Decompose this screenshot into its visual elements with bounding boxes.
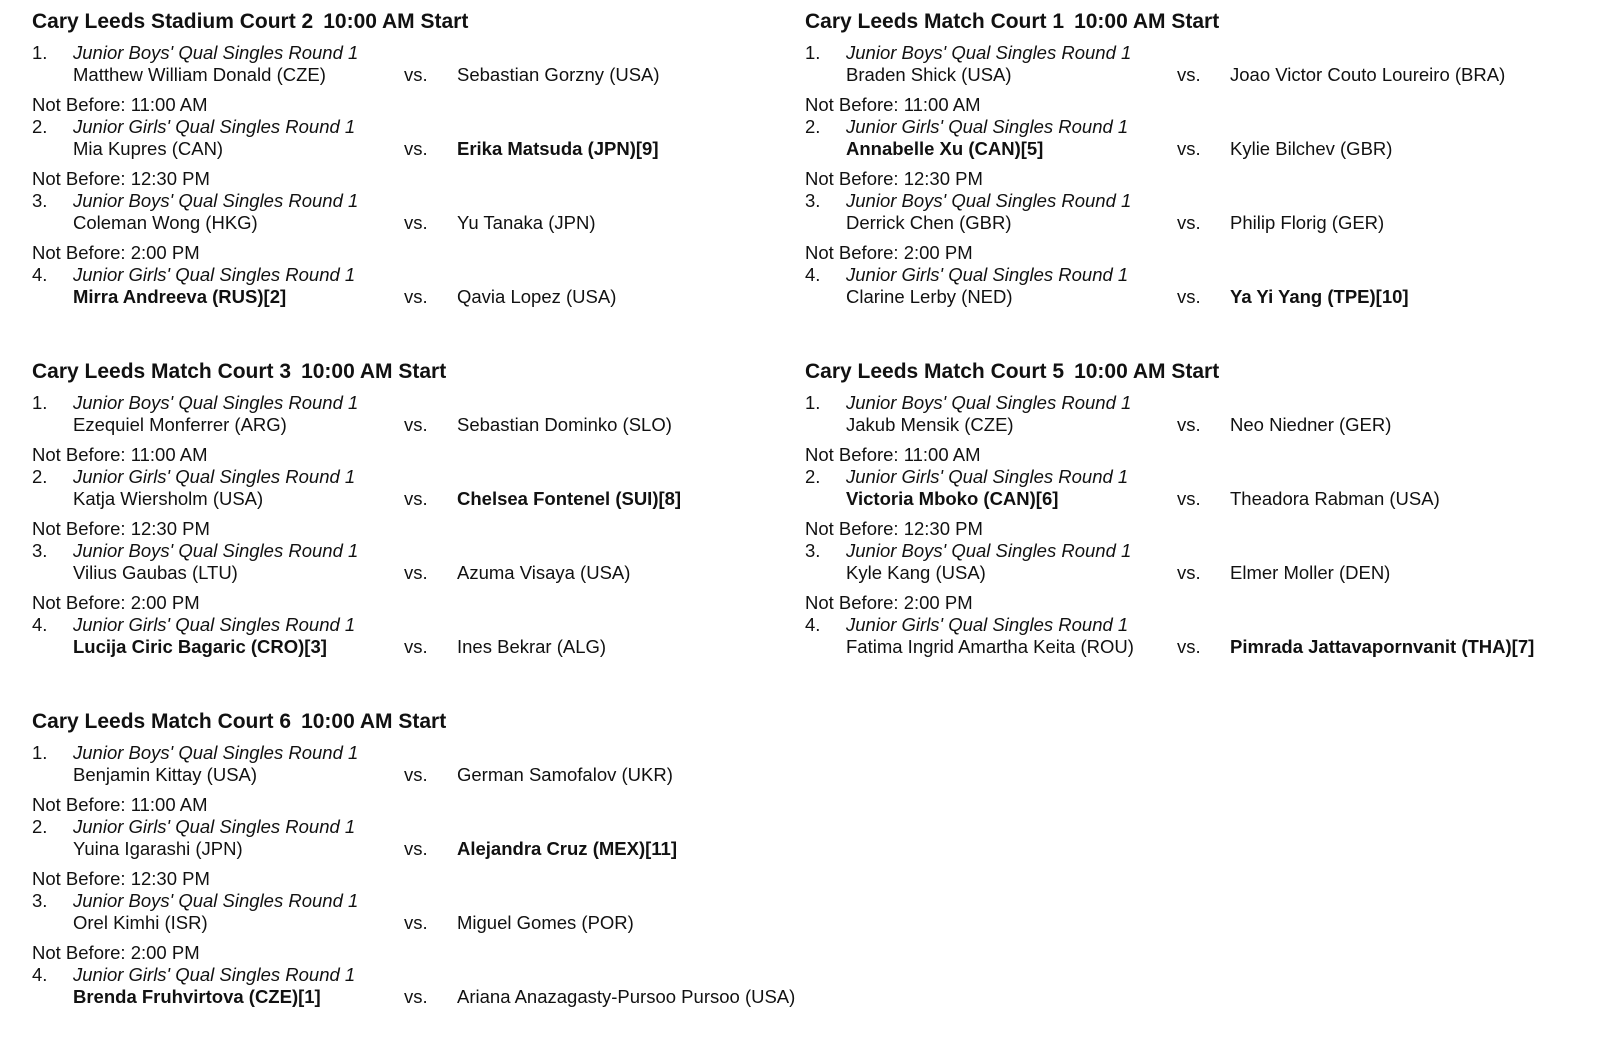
not-before-time: Not Before: 12:30 PM xyxy=(32,518,210,539)
match-number: 3. xyxy=(32,890,48,911)
court-start-time: 10:00 AM Start xyxy=(1074,10,1220,33)
event-name: Junior Boys' Qual Singles Round 1 xyxy=(73,890,359,911)
court-block xyxy=(32,9,792,341)
event-name: Junior Boys' Qual Singles Round 1 xyxy=(846,540,1132,561)
court-name: Cary Leeds Match Court 1 xyxy=(805,10,1065,33)
match-number: 1. xyxy=(805,392,821,413)
match-number: 2. xyxy=(805,466,821,487)
not-before-time: Not Before: 2:00 PM xyxy=(32,242,200,263)
event-name: Junior Girls' Qual Singles Round 1 xyxy=(73,466,356,487)
not-before-time: Not Before: 2:00 PM xyxy=(805,242,973,263)
player-two: Miguel Gomes (POR) xyxy=(457,912,634,933)
versus-label: vs. xyxy=(404,286,428,307)
player-one: Victoria Mboko (CAN)[6] xyxy=(846,488,1059,509)
player-two: Sebastian Dominko (SLO) xyxy=(457,414,672,435)
versus-label: vs. xyxy=(1177,286,1201,307)
not-before-time: Not Before: 2:00 PM xyxy=(32,942,200,963)
event-name: Junior Girls' Qual Singles Round 1 xyxy=(73,964,356,985)
match-number: 4. xyxy=(805,614,821,635)
match-number: 2. xyxy=(805,116,821,137)
court-title xyxy=(32,709,792,735)
player-two: Ines Bekrar (ALG) xyxy=(457,636,607,657)
versus-label: vs. xyxy=(404,414,428,435)
player-one: Ezequiel Monferrer (ARG) xyxy=(73,414,287,435)
court-name: Cary Leeds Match Court 3 xyxy=(32,360,292,383)
versus-label: vs. xyxy=(404,212,428,233)
match-number: 4. xyxy=(32,614,48,635)
match-number: 4. xyxy=(805,264,821,285)
court-block xyxy=(32,359,792,691)
event-name: Junior Girls' Qual Singles Round 1 xyxy=(846,116,1129,137)
player-two: German Samofalov (UKR) xyxy=(457,764,673,785)
event-name: Junior Boys' Qual Singles Round 1 xyxy=(73,42,359,63)
court-block xyxy=(805,359,1565,691)
versus-label: vs. xyxy=(404,986,428,1007)
match-entry xyxy=(805,242,1565,341)
versus-label: vs. xyxy=(404,636,428,657)
player-one: Orel Kimhi (ISR) xyxy=(73,912,208,933)
versus-label: vs. xyxy=(404,764,428,785)
player-two: Sebastian Gorzny (USA) xyxy=(457,64,660,85)
player-two: Joao Victor Couto Loureiro (BRA) xyxy=(1230,64,1506,85)
player-one: Annabelle Xu (CAN)[5] xyxy=(846,138,1044,159)
not-before-time: Not Before: 11:00 AM xyxy=(32,794,208,815)
event-name: Junior Girls' Qual Singles Round 1 xyxy=(73,116,356,137)
court-name: Cary Leeds Match Court 5 xyxy=(805,360,1065,383)
player-one: Mia Kupres (CAN) xyxy=(73,138,224,159)
court-title xyxy=(805,359,1565,385)
event-name: Junior Girls' Qual Singles Round 1 xyxy=(73,614,356,635)
event-name: Junior Boys' Qual Singles Round 1 xyxy=(846,190,1132,211)
match-number: 3. xyxy=(805,190,821,211)
court-block xyxy=(32,709,796,1041)
player-two: Philip Florig (GER) xyxy=(1230,212,1385,233)
event-name: Junior Girls' Qual Singles Round 1 xyxy=(846,466,1129,487)
court-title xyxy=(32,359,792,385)
player-two: Alejandra Cruz (MEX)[11] xyxy=(457,838,677,859)
versus-label: vs. xyxy=(404,562,428,583)
versus-label: vs. xyxy=(404,912,428,933)
versus-label: vs. xyxy=(404,138,428,159)
player-one: Jakub Mensik (CZE) xyxy=(846,414,1014,435)
match-number: 2. xyxy=(32,116,48,137)
versus-label: vs. xyxy=(1177,562,1201,583)
court-start-time: 10:00 AM Start xyxy=(1074,360,1220,383)
versus-label: vs. xyxy=(1177,138,1201,159)
match-number: 4. xyxy=(32,964,48,985)
player-two: Azuma Visaya (USA) xyxy=(457,562,631,583)
versus-label: vs. xyxy=(1177,212,1201,233)
player-one: Fatima Ingrid Amartha Keita (ROU) xyxy=(846,636,1134,657)
not-before-time: Not Before: 11:00 AM xyxy=(32,94,208,115)
event-name: Junior Boys' Qual Singles Round 1 xyxy=(73,742,359,763)
match-number: 1. xyxy=(32,392,48,413)
versus-label: vs. xyxy=(404,488,428,509)
not-before-time: Not Before: 12:30 PM xyxy=(32,868,210,889)
court-start-time: 10:00 AM Start xyxy=(323,10,469,33)
event-name: Junior Boys' Qual Singles Round 1 xyxy=(73,540,359,561)
match-number: 1. xyxy=(32,742,48,763)
not-before-time: Not Before: 12:30 PM xyxy=(32,168,210,189)
versus-label: vs. xyxy=(1177,488,1201,509)
player-two: Pimrada Jattavapornvanit (THA)[7] xyxy=(1230,636,1535,657)
not-before-time: Not Before: 12:30 PM xyxy=(805,168,983,189)
player-one: Mirra Andreeva (RUS)[2] xyxy=(73,286,287,307)
event-name: Junior Girls' Qual Singles Round 1 xyxy=(73,264,356,285)
player-one: Lucija Ciric Bagaric (CRO)[3] xyxy=(73,636,327,657)
event-name: Junior Girls' Qual Singles Round 1 xyxy=(73,816,356,837)
match-entry xyxy=(32,942,796,1041)
versus-label: vs. xyxy=(404,64,428,85)
match-number: 2. xyxy=(32,466,48,487)
court-name: Cary Leeds Match Court 6 xyxy=(32,710,292,733)
player-one: Braden Shick (USA) xyxy=(846,64,1012,85)
not-before-time: Not Before: 2:00 PM xyxy=(805,592,973,613)
match-entry xyxy=(32,242,792,341)
not-before-time: Not Before: 12:30 PM xyxy=(805,518,983,539)
player-two: Kylie Bilchev (GBR) xyxy=(1230,138,1393,159)
court-start-time: 10:00 AM Start xyxy=(301,710,447,733)
event-name: Junior Boys' Qual Singles Round 1 xyxy=(846,392,1132,413)
player-two: Erika Matsuda (JPN)[9] xyxy=(457,138,659,159)
event-name: Junior Boys' Qual Singles Round 1 xyxy=(846,42,1132,63)
player-one: Katja Wiersholm (USA) xyxy=(73,488,264,509)
court-name: Cary Leeds Stadium Court 2 xyxy=(32,10,314,33)
player-one: Yuina Igarashi (JPN) xyxy=(73,838,243,859)
versus-label: vs. xyxy=(1177,636,1201,657)
player-one: Benjamin Kittay (USA) xyxy=(73,764,258,785)
match-number: 4. xyxy=(32,264,48,285)
event-name: Junior Boys' Qual Singles Round 1 xyxy=(73,392,359,413)
match-entry xyxy=(32,592,792,691)
event-name: Junior Girls' Qual Singles Round 1 xyxy=(846,264,1129,285)
player-two: Yu Tanaka (JPN) xyxy=(457,212,596,233)
event-name: Junior Girls' Qual Singles Round 1 xyxy=(846,614,1129,635)
match-entry xyxy=(805,592,1565,691)
not-before-time: Not Before: 11:00 AM xyxy=(805,94,981,115)
player-two: Chelsea Fontenel (SUI)[8] xyxy=(457,488,682,509)
not-before-time: Not Before: 11:00 AM xyxy=(805,444,981,465)
court-block xyxy=(805,9,1565,341)
player-two: Theadora Rabman (USA) xyxy=(1230,488,1440,509)
match-number: 3. xyxy=(805,540,821,561)
match-number: 1. xyxy=(805,42,821,63)
match-number: 3. xyxy=(32,190,48,211)
not-before-time: Not Before: 11:00 AM xyxy=(32,444,208,465)
player-one: Matthew William Donald (CZE) xyxy=(73,64,326,85)
not-before-time: Not Before: 2:00 PM xyxy=(32,592,200,613)
player-one: Coleman Wong (HKG) xyxy=(73,212,258,233)
event-name: Junior Boys' Qual Singles Round 1 xyxy=(73,190,359,211)
versus-label: vs. xyxy=(1177,64,1201,85)
player-two: Ya Yi Yang (TPE)[10] xyxy=(1230,286,1409,307)
match-number: 3. xyxy=(32,540,48,561)
versus-label: vs. xyxy=(404,838,428,859)
match-number: 2. xyxy=(32,816,48,837)
player-one: Brenda Fruhvirtova (CZE)[1] xyxy=(73,986,321,1007)
player-two: Elmer Moller (DEN) xyxy=(1230,562,1391,583)
court-start-time: 10:00 AM Start xyxy=(301,360,447,383)
court-title xyxy=(805,9,1565,35)
court-title xyxy=(32,9,792,35)
player-two: Qavia Lopez (USA) xyxy=(457,286,617,307)
player-one: Derrick Chen (GBR) xyxy=(846,212,1012,233)
match-number: 1. xyxy=(32,42,48,63)
player-one: Clarine Lerby (NED) xyxy=(846,286,1013,307)
player-two: Ariana Anazagasty-Pursoo Pursoo (USA) xyxy=(457,986,796,1007)
player-two: Neo Niedner (GER) xyxy=(1230,414,1392,435)
player-one: Vilius Gaubas (LTU) xyxy=(73,562,238,583)
player-one: Kyle Kang (USA) xyxy=(846,562,986,583)
versus-label: vs. xyxy=(1177,414,1201,435)
